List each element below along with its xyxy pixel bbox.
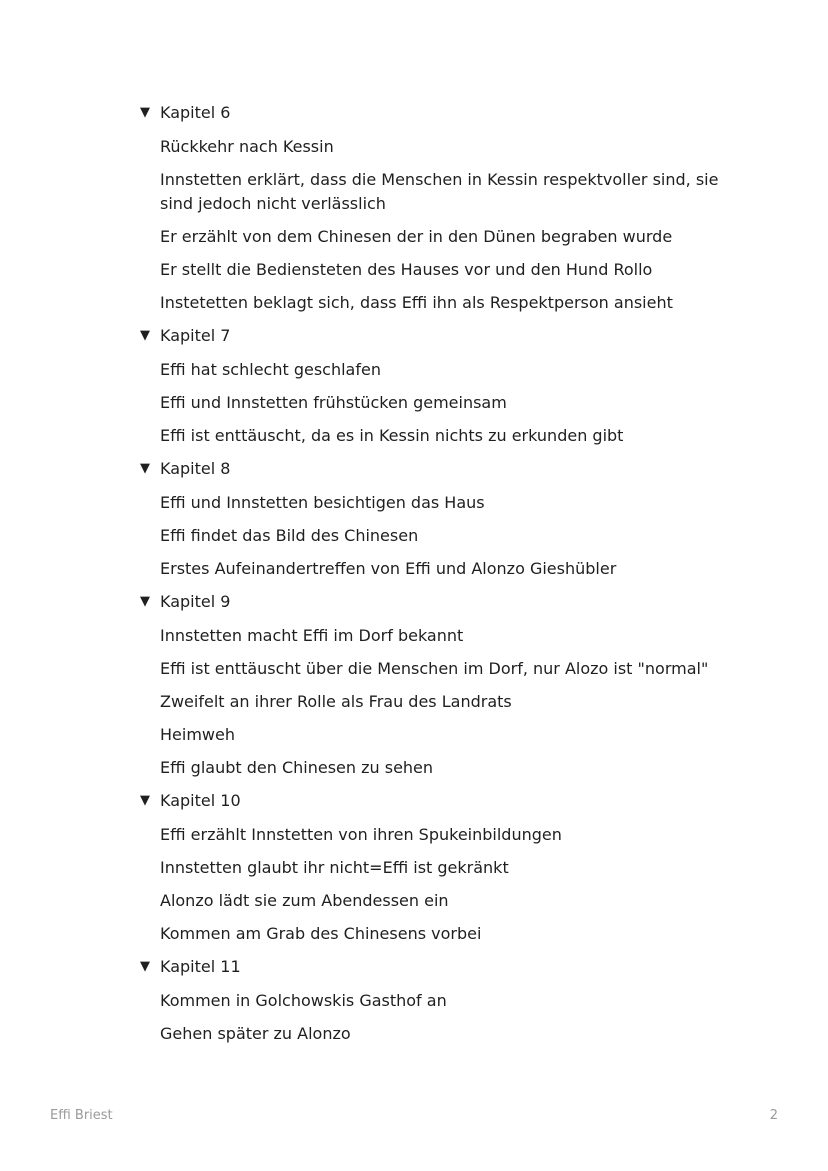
toggle-content [140, 358, 740, 448]
list-item: Instetetten beklagt sich, dass Effi ihn als Respektperson ansieht [160, 293, 673, 312]
toggle-title: Kapitel 9 [160, 592, 231, 611]
toggle-kapitel-8 [140, 456, 740, 581]
list-item: Effi findet das Bild des Chinesen [160, 526, 419, 545]
toggle-content [140, 823, 740, 946]
toggle-header[interactable] [140, 788, 740, 814]
list-item: Innstetten erklärt, dass die Menschen in Kessin respektvoller sind, sie sind jedoch nicht verlässlich [160, 170, 719, 213]
list-item: Gehen später zu Alonzo [160, 1024, 351, 1043]
toggle-kapitel-11 [140, 954, 740, 1046]
triangle-down-icon[interactable]: ▼ [140, 461, 150, 476]
triangle-down-icon[interactable]: ▼ [140, 959, 150, 974]
document-content [140, 100, 740, 1046]
toggle-title: Kapitel 7 [160, 326, 231, 345]
list-item: Er stellt die Bediensteten des Hauses vor und den Hund Rollo [160, 260, 653, 279]
footer-page-number: 2 [769, 1108, 778, 1123]
list-item: Er erzählt von dem Chinesen der in den Dünen begraben wurde [160, 227, 673, 246]
list-item: Kommen am Grab des Chinesens vorbei [160, 924, 482, 943]
toggle-header[interactable] [140, 456, 740, 482]
toggle-kapitel-7 [140, 323, 740, 448]
list-item: Effi und Innstetten besichtigen das Haus [160, 493, 485, 512]
list-item: Innstetten macht Effi im Dorf bekannt [160, 626, 464, 645]
list-item: Effi ist enttäuscht über die Menschen im Dorf, nur Alozo ist "normal" [160, 659, 709, 678]
toggle-title: Kapitel 11 [160, 957, 241, 976]
toggle-content [140, 135, 740, 315]
list-item: Alonzo lädt sie zum Abendessen ein [160, 891, 449, 910]
toggle-title: Kapitel 10 [160, 791, 241, 810]
list-item: Effi glaubt den Chinesen zu sehen [160, 758, 434, 777]
toggle-header[interactable] [140, 100, 740, 126]
triangle-down-icon[interactable]: ▼ [140, 594, 150, 609]
list-item: Kommen in Golchowskis Gasthof an [160, 991, 447, 1010]
toggle-kapitel-6 [140, 100, 740, 315]
toggle-content [140, 624, 740, 780]
list-item: Rückkehr nach Kessin [160, 137, 334, 156]
toggle-title: Kapitel 8 [160, 459, 231, 478]
list-item: Heimweh [160, 725, 235, 744]
list-item: Innstetten glaubt ihr nicht=Effi ist gekränkt [160, 858, 509, 877]
toggle-title: Kapitel 6 [160, 103, 231, 122]
footer-document-title: Effi Briest [50, 1108, 113, 1123]
list-item: Erstes Aufeinandertreffen von Effi und Alonzo Gieshübler [160, 559, 617, 578]
toggle-header[interactable] [140, 589, 740, 615]
toggle-kapitel-10 [140, 788, 740, 946]
list-item: Effi erzählt Innstetten von ihren Spukeinbildungen [160, 825, 562, 844]
triangle-down-icon[interactable]: ▼ [140, 793, 150, 808]
triangle-down-icon[interactable]: ▼ [140, 105, 150, 120]
list-item: Zweifelt an ihrer Rolle als Frau des Landrats [160, 692, 512, 711]
toggle-content [140, 491, 740, 581]
list-item: Effi hat schlecht geschlafen [160, 360, 381, 379]
triangle-down-icon[interactable]: ▼ [140, 328, 150, 343]
toggle-kapitel-9 [140, 589, 740, 780]
toggle-content [140, 989, 740, 1046]
list-item: Effi und Innstetten frühstücken gemeinsam [160, 393, 507, 412]
toggle-header[interactable] [140, 954, 740, 980]
toggle-header[interactable] [140, 323, 740, 349]
list-item: Effi ist enttäuscht, da es in Kessin nichts zu erkunden gibt [160, 426, 624, 445]
